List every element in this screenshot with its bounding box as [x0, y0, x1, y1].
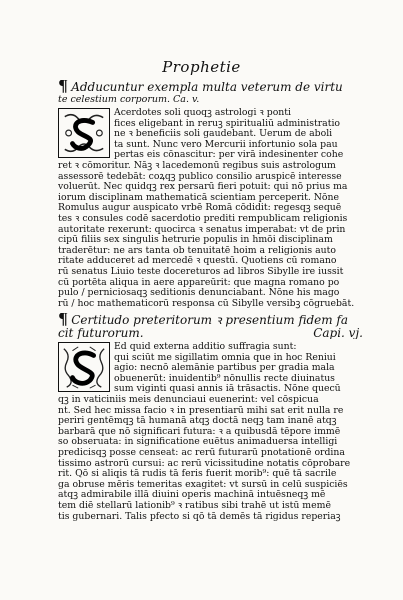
- text-line: atqꝫ admirabile illā diuini operis machinā intuēsneqꝫ mē: [58, 490, 326, 501]
- text-line: fices eligebant in reruꝫ spiritualiū administratio: [114, 118, 341, 129]
- text-line: qꝫ in vaticiniis meis denunciaui euenerint: vel cōspicua: [58, 394, 319, 405]
- text-line: rit. Qō si aliqis tā rudis tā feris fuerit morib⁹: quē tā sacrile: [58, 469, 337, 480]
- text-line: nt. Sed hec missa facio ꝛ in presentiarū mihi sat erit nulla re: [58, 405, 344, 416]
- text-line: traderētur: ne ars tanta ob tenuitatē hoim a religionis auto: [58, 245, 336, 256]
- chapter-5-title-line-2: te celestium corporum. Ca. v.: [58, 93, 200, 105]
- text-line: Acerdotes soli quoqꝫ astrologi ꝛ ponti: [114, 108, 291, 118]
- text-line: ritate adduceret ad mercedē ꝛ questū. Quotiens cū romano: [58, 256, 337, 267]
- text-line: rū senatus Liuio teste docereturos ad libros Sibylle ire iussit: [58, 266, 344, 277]
- text-line: rū / hoc mathematicorū responsa cū Sibylle versibꝫ cōgruebāt.: [58, 298, 355, 309]
- text-line: tissimo astrorū cursui: ac rerū vicissitudine notatis cōprobare: [58, 458, 351, 469]
- text-line: ne ꝛ beneficiis soli gaudebant. Uerum de aboli: [114, 129, 333, 140]
- text-line: iorum disciplinam mathematicā scientiam perceperit. Nōne: [58, 192, 340, 203]
- text-line: cū portēta aliqua in aere appareūrit: que magna romano po: [58, 277, 340, 288]
- text-line: agio: necnō alemānie partibus per gradia mala: [114, 363, 335, 374]
- chapter-5-heading: [58, 80, 363, 106]
- text-line: tis gubernari. Talis pfecto si qō tā demēs tā rigidus reperiaꝫ: [58, 511, 341, 522]
- text-line: cipū filiis sex singulis hetrurie populis in hmōi disciplinam: [58, 235, 333, 246]
- pilcrow-icon: ¶: [58, 313, 69, 327]
- text-line: so obseruata: in significatione euētus animaduersa intelligi: [58, 437, 338, 448]
- chapter-6-title-line-1: Certitudo preteritorum ꝛ presentium fidem fa: [71, 313, 349, 327]
- text-line: autoritate rexerunt: quocirca ꝛ senatus imperabat: vt de prin: [58, 224, 346, 235]
- chapter-5-body: [58, 108, 360, 309]
- chapter-6-heading: [58, 313, 363, 339]
- text-line: barbarā que nō significari futura: ꝛ a quibusdā tēpore immē: [58, 426, 341, 437]
- text-line: assessorē tedebāt: coꝝqꝫ publico consilio aruspicē interesse: [58, 171, 342, 182]
- text-line: predicisqꝫ posse censeat: ac rerū futurarū pnotationē ordina: [58, 447, 345, 458]
- text-line: qui sciūt me sigillatim omnia que in hoc Reniui: [114, 352, 336, 363]
- text-line: tes ꝛ consules codē sacerdotio prediti rempublicam religionis: [58, 213, 348, 224]
- text-line: pertas eis cōnascitur: per virā indesinenter cohe: [114, 150, 344, 161]
- text-line: Ed quid externa additio suffragia sunt:: [114, 342, 297, 352]
- text-line: ret ꝛ cōmoritur. Nāꝫ ꝛ lacedemonū regibus suis astrologum: [58, 160, 336, 171]
- chapter-6-number: Capi. vj.: [313, 326, 363, 339]
- text-line: obuenerūt: inuidentib⁹ nōnullis recte diuinatus: [114, 373, 335, 384]
- text-line: ta sunt. Nunc vero Mercurii infortunio sola pau: [114, 139, 338, 150]
- text-line: tem diē stellarū lationib⁹ ꝛ ratibus sibi trahē ut istū memē: [58, 500, 331, 511]
- pilcrow-icon: ¶: [58, 80, 69, 94]
- text-line: sum viginti quasi annis iā trāsactis. Nōne quecū: [114, 384, 341, 395]
- text-line: ga obruse mēris temeritas exagitet: vt sursū in celū suspiciēs: [58, 479, 348, 490]
- chapter-5-title-line-1: Adducuntur exempla multa veterum de virtu: [71, 80, 343, 94]
- text-line: periri gentēmqꝫ tā humanā atqꝫ doctā neqꝫ tam inanē atqꝫ: [58, 416, 337, 427]
- running-head: Prophetie: [162, 58, 241, 76]
- text-line: Romulus augur auspicato vrbē Romā cōdidit: regesqꝫ sequē: [58, 203, 342, 214]
- text-line: voluerūt. Nec quidqꝫ rex persarū fieri potuit: qui nō prius ma: [58, 182, 348, 193]
- chapter-6-title-line-2: cit futurorum.: [58, 326, 144, 339]
- text-line: pulo / perniciosaqꝫ seditionis denunciabant. Nōne his mago: [58, 288, 340, 299]
- chapter-6-body: [58, 342, 360, 522]
